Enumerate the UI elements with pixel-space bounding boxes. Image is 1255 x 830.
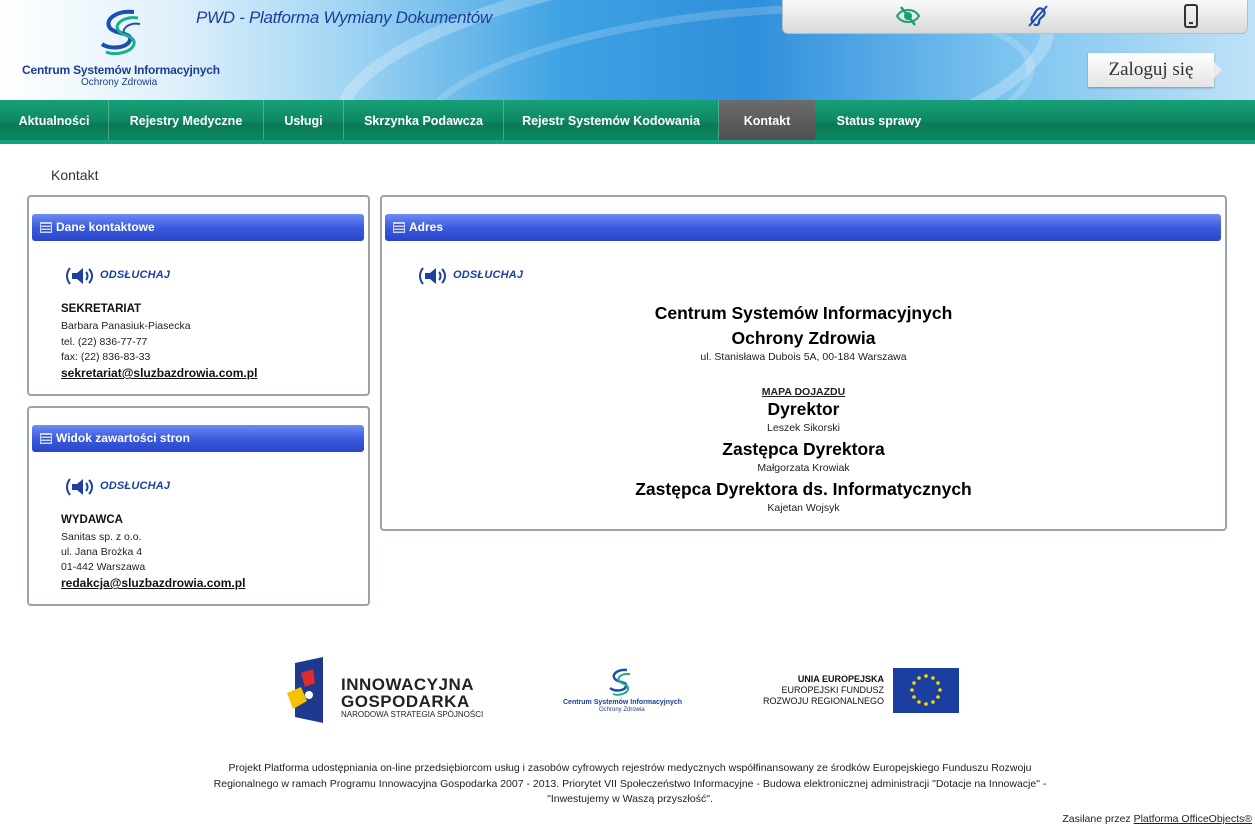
csioz-footer-logo-subtitle: Ochrony Zdrowia bbox=[599, 707, 645, 713]
panel-grip-icon bbox=[393, 222, 405, 233]
logo-title: Centrum Systemów Informacyjnych bbox=[22, 63, 220, 77]
csioz-logo-icon[interactable] bbox=[96, 8, 144, 62]
main-nav bbox=[0, 100, 1255, 144]
person-name: Leszek Sikorski bbox=[767, 422, 840, 434]
innowacyjna-gospodarka-line3: NARODOWA STRATEGIA SPÓJNOŚCI bbox=[341, 710, 484, 719]
contact-tel: tel. (22) 836-77-77 bbox=[61, 336, 148, 348]
footer-text-line: Regionalnego w ramach Programu Innowacyjna Gospodarka 2007 - 2013. Priorytet VII Społeczeństwo Informacyjne - Budowa elektronicznej administracji "Dotacje na Innowacje" - bbox=[213, 777, 1047, 790]
contact-panel bbox=[27, 195, 370, 396]
nav-item-rejestry-medyczne[interactable]: Rejestry Medyczne bbox=[109, 100, 264, 140]
listen-label: ODSŁUCHAJ bbox=[100, 269, 171, 281]
nav-item-rejestr-systemow-kodowania[interactable]: Rejestr Systemów Kodowania bbox=[504, 100, 719, 140]
person-name: Kajetan Wojsyk bbox=[767, 502, 840, 514]
innowacyjna-gospodarka-logo[interactable] bbox=[287, 657, 492, 725]
org-name-line2: Ochrony Zdrowia bbox=[731, 328, 876, 348]
address-panel-title bbox=[385, 214, 1221, 241]
publisher-street: ul. Jana Brożka 4 bbox=[61, 546, 143, 558]
publisher-email-link[interactable]: redakcja@sluzbazdrowia.com.pl bbox=[61, 576, 246, 590]
footer-text bbox=[180, 761, 1080, 808]
panel-grip-icon bbox=[40, 222, 52, 233]
footer-text-line: "Inwestujemy w Waszą przyszłość". bbox=[547, 793, 713, 805]
login-button[interactable]: Zaloguj się bbox=[1088, 53, 1214, 87]
nav-item-aktualnosci[interactable]: Aktualności bbox=[0, 100, 109, 140]
mobile-icon[interactable] bbox=[1178, 4, 1204, 28]
address-panel bbox=[380, 195, 1227, 531]
publisher-panel-title bbox=[32, 425, 364, 452]
nav-item-skrzynka-podawcza[interactable]: Skrzynka Podawcza bbox=[344, 100, 504, 140]
logo-subtitle: Ochrony Zdrowia bbox=[81, 77, 158, 88]
person-name: Małgorzata Krowiak bbox=[757, 462, 850, 474]
app-title: PWD - Platforma Wymiany Dokumentów bbox=[196, 8, 492, 27]
eu-flag-icon bbox=[893, 668, 959, 713]
csioz-footer-logo[interactable] bbox=[563, 668, 683, 718]
speaker-icon bbox=[66, 475, 98, 499]
contact-heading: SEKRETARIAT bbox=[61, 303, 142, 315]
hearing-icon[interactable] bbox=[1025, 4, 1051, 28]
contact-name: Barbara Panasiuk-Piasecka bbox=[61, 320, 191, 332]
listen-button[interactable] bbox=[66, 264, 176, 288]
contact-fax: fax: (22) 836-83-33 bbox=[61, 351, 151, 363]
map-link-row bbox=[382, 382, 1225, 400]
map-link[interactable]: MAPA DOJAZDU bbox=[761, 386, 846, 398]
innowacyjna-gospodarka-logo-icon bbox=[287, 657, 335, 725]
nav-item-kontakt[interactable]: Kontakt bbox=[719, 100, 815, 140]
contact-panel-title bbox=[32, 214, 364, 241]
page-header bbox=[0, 0, 1255, 100]
ue-logo-line1: UNIA EUROPEJSKA bbox=[797, 674, 884, 684]
nav-item-uslugi[interactable]: Usługi bbox=[264, 100, 344, 140]
listen-button[interactable] bbox=[66, 475, 176, 499]
publisher-panel-title-text: Widok zawartości stron bbox=[56, 431, 190, 445]
innowacyjna-gospodarka-line2: GOSPODARKA bbox=[341, 692, 470, 711]
innowacyjna-gospodarka-line1: INNOWACYJNA bbox=[341, 675, 475, 694]
address-panel-title-text: Adres bbox=[409, 220, 444, 234]
ue-logo-line2: EUROPEJSKI FUNDUSZ bbox=[781, 685, 884, 695]
publisher-panel bbox=[27, 406, 370, 606]
listen-label: ODSŁUCHAJ bbox=[453, 269, 524, 281]
contrast-eye-icon[interactable] bbox=[895, 4, 921, 28]
org-name-line1: Centrum Systemów Informacyjnych bbox=[654, 303, 953, 323]
breadcrumb: Kontakt bbox=[51, 167, 99, 183]
ue-logo-line3: ROZWOJU REGIONALNEGO bbox=[762, 696, 884, 706]
unia-europejska-logo[interactable] bbox=[762, 668, 962, 714]
speaker-icon bbox=[66, 264, 98, 288]
contact-panel-title-text: Dane kontaktowe bbox=[56, 220, 155, 234]
nav-item-status-sprawy[interactable]: Status sprawy bbox=[836, 114, 922, 128]
person-role: Dyrektor bbox=[767, 399, 840, 419]
org-address: ul. Stanisława Dubois 5A, 00-184 Warszawa bbox=[700, 351, 907, 363]
listen-label: ODSŁUCHAJ bbox=[100, 480, 171, 492]
footer-text-line: Projekt Platforma udostępniania on-line przedsiębiorcom usług i zasobów cyfrowych rejestrów medycznych współfinansowany ze środków Europejskiego Funduszu Rozwoju bbox=[228, 762, 1032, 774]
speaker-icon bbox=[419, 264, 451, 288]
publisher-city: 01-442 Warszawa bbox=[61, 561, 146, 573]
publisher-company: Sanitas sp. z o.o. bbox=[61, 531, 142, 543]
powered-by-link[interactable]: Platforma OfficeObjects® bbox=[1133, 813, 1252, 825]
accessibility-bar bbox=[782, 0, 1248, 34]
person-role: Zastępca Dyrektora bbox=[722, 439, 885, 459]
csioz-footer-logo-title: Centrum Systemów Informacyjnych bbox=[563, 699, 683, 706]
nav-bottom-strip bbox=[0, 140, 1255, 144]
powered-by-prefix: Zasilane przez bbox=[1062, 813, 1131, 825]
person-role: Zastępca Dyrektora ds. Informatycznych bbox=[635, 479, 972, 499]
contact-email-link[interactable]: sekretariat@sluzbazdrowia.com.pl bbox=[61, 366, 258, 380]
listen-button[interactable] bbox=[419, 264, 529, 288]
csioz-footer-logo-icon bbox=[607, 668, 633, 698]
powered-by bbox=[1062, 813, 1252, 825]
panel-grip-icon bbox=[40, 433, 52, 444]
publisher-heading: WYDAWCA bbox=[61, 514, 123, 526]
